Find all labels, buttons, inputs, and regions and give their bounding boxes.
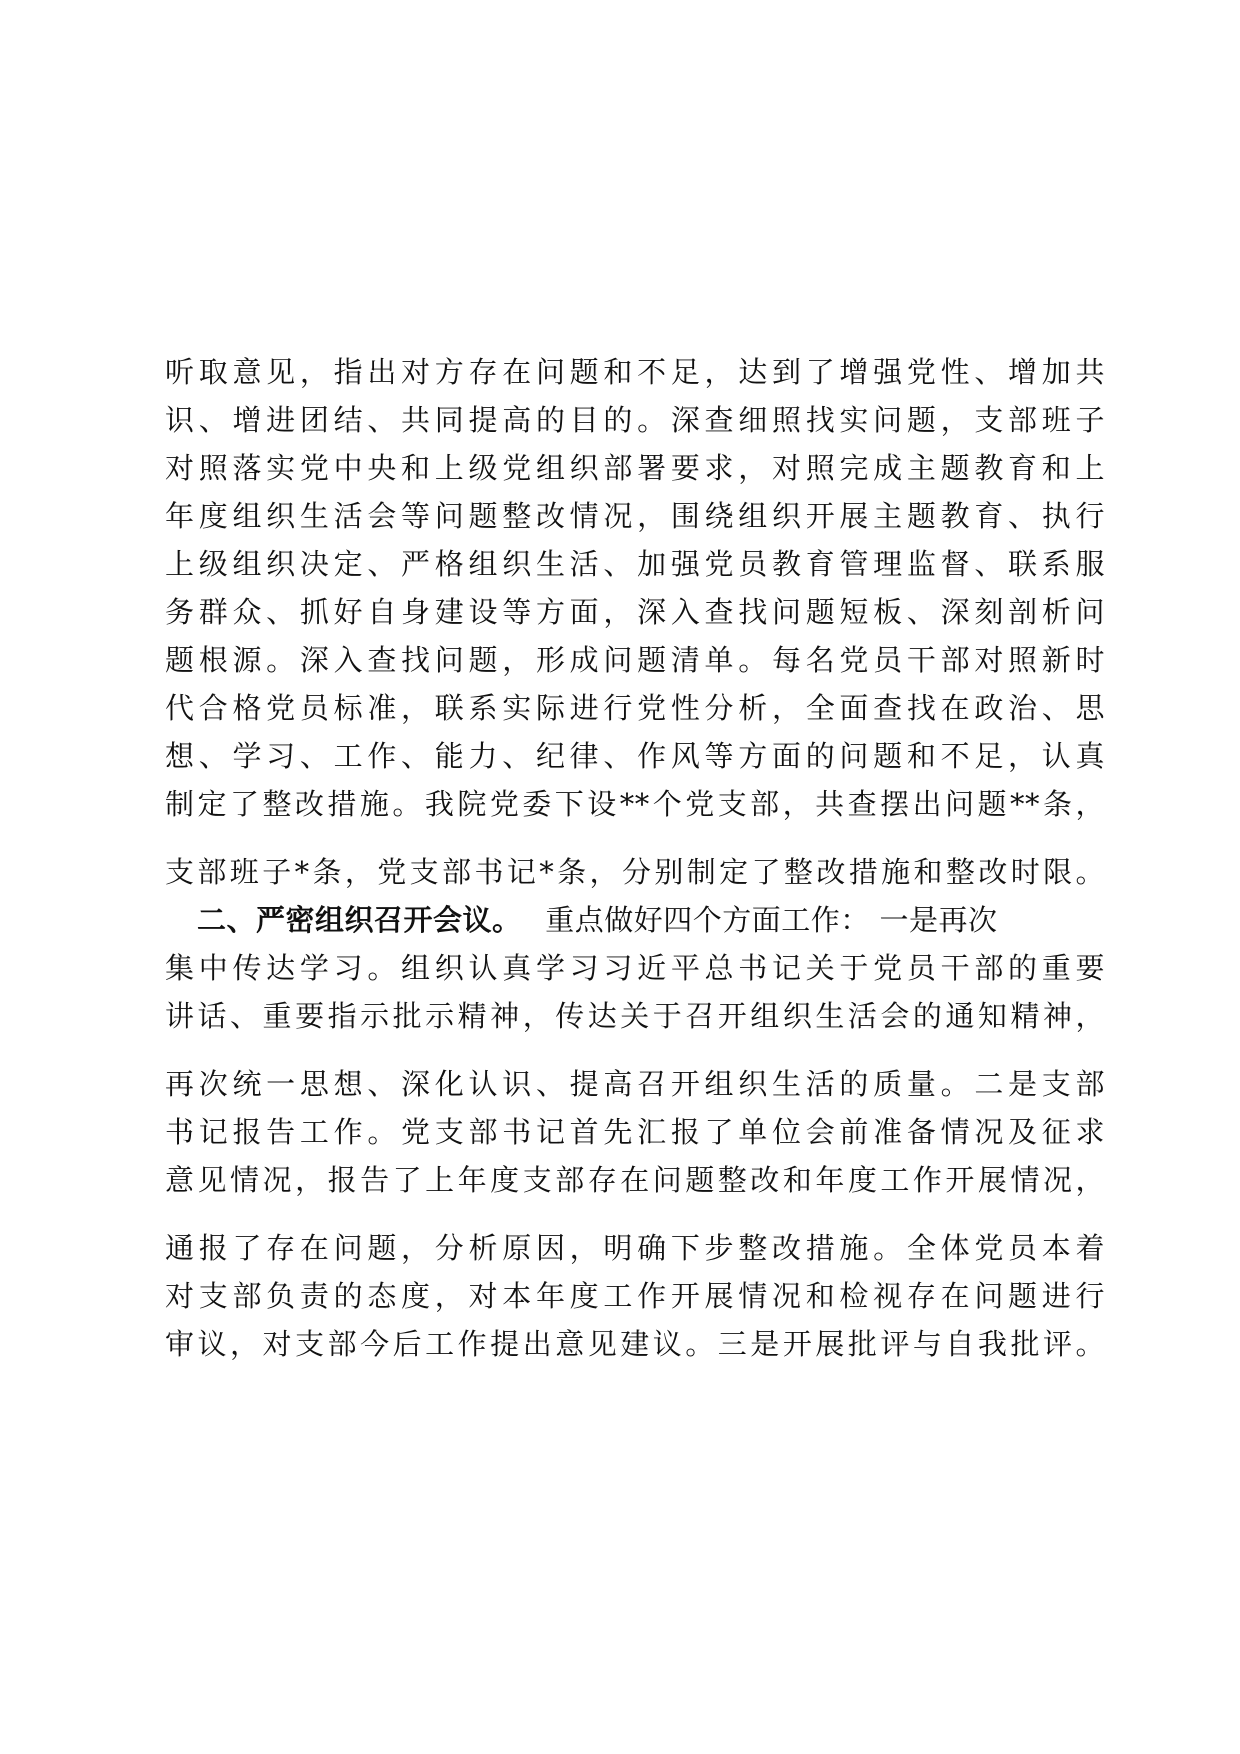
text-line: 题根源。深入查找问题，形成问题清单。每名党员干部对照新时	[165, 643, 1105, 677]
text-line: 识、增进团结、共同提高的目的。深查细照找实问题，支部班子	[165, 403, 1105, 437]
section-intro-text: 重点做好四个方面工作： 一是再次	[545, 903, 998, 937]
text-line: 审议，对支部今后工作提出意见建议。三是开展批评与自我批评。	[165, 1327, 1105, 1361]
text-line: 听取意见，指出对方存在问题和不足，达到了增强党性、增加共	[165, 355, 1105, 389]
section-first-line	[197, 900, 1105, 940]
text-line: 上级组织决定、严格组织生活、加强党员教育管理监督、联系服	[165, 547, 1105, 581]
text-line: 书记报告工作。党支部书记首先汇报了单位会前准备情况及征求	[165, 1115, 1105, 1149]
text-line: 集中传达学习。组织认真学习习近平总书记关于党员干部的重要	[165, 951, 1105, 985]
text-line: 讲话、重要指示批示精神，传达关于召开组织生活会的通知精神，	[165, 999, 1105, 1033]
text-line: 制定了整改措施。我院党委下设**个党支部，共查摆出问题**条，	[165, 787, 1105, 821]
text-line: 对支部负责的态度，对本年度工作开展情况和检视存在问题进行	[165, 1279, 1105, 1313]
section-heading: 二、严密组织召开会议。	[197, 903, 522, 937]
text-line: 意见情况，报告了上年度支部存在问题整改和年度工作开展情况，	[165, 1163, 1105, 1197]
text-line: 再次统一思想、深化认识、提高召开组织生活的质量。二是支部	[165, 1067, 1105, 1101]
text-line: 代合格党员标准，联系实际进行党性分析，全面查找在政治、思	[165, 691, 1105, 725]
text-line: 务群众、抓好自身建设等方面，深入查找问题短板、深刻剖析问	[165, 595, 1105, 629]
text-line: 年度组织生活会等问题整改情况，围绕组织开展主题教育、执行	[165, 499, 1105, 533]
text-line: 支部班子*条，党支部书记*条，分别制定了整改措施和整改时限。	[165, 855, 1105, 889]
text-line: 通报了存在问题，分析原因，明确下步整改措施。全体党员本着	[165, 1231, 1105, 1265]
text-line: 对照落实党中央和上级党组织部署要求，对照完成主题教育和上	[165, 451, 1105, 485]
text-line: 想、学习、工作、能力、纪律、作风等方面的问题和不足，认真	[165, 739, 1105, 773]
